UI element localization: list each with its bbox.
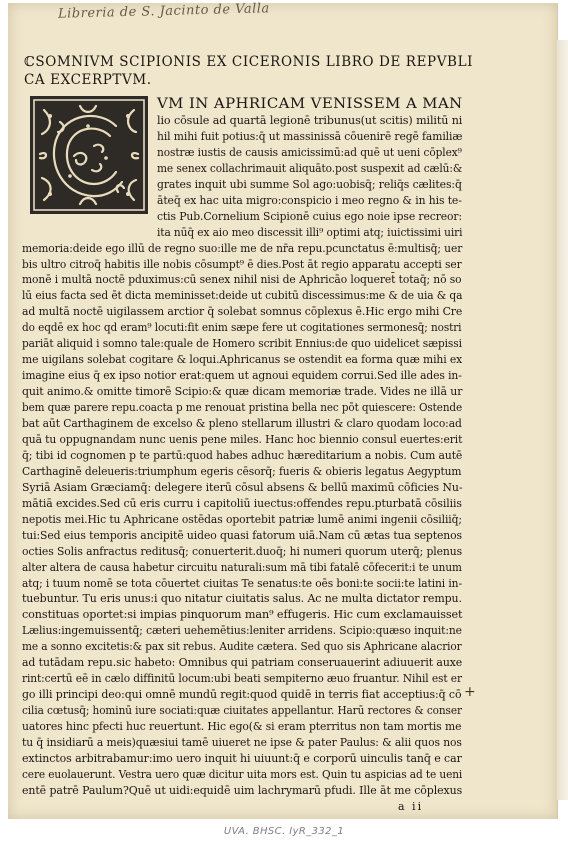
margin-mark: + (464, 684, 476, 700)
text-line: atq; i tuum nomē se tota cōuertet ciuitas Te senatus:te oēs boni:te socii:te latini in- (22, 576, 462, 590)
manuscript-annotation: Libreria de S. Jacinto de Valla (57, 1, 270, 22)
text-line: memoria:deide ego illū de regno suo:ille me de nr̄a repu.pcunctatus ē:multisq̄; uer (22, 241, 463, 255)
text-line: entē patrē Paulum?Quē ut uidi:equidē uim lachrymarū pfudi. Ille āt me cōplexus (22, 783, 463, 797)
text-line: Lælius:ingemuissentq̄; cæteri uehemētius:leniter arridens. Scipio:quæso inquit:ne (22, 624, 462, 638)
text-line: octies Solis anfractus reditusq̄; conuerterit.duoq̄; hi numeri quorum uterq̄; plenus (22, 544, 463, 558)
text-line: VM IN APHRICAM VENISSEM A MAN (157, 96, 463, 112)
chapter-title: ℂSOMNIVM SCIPIONIS EX CICERONIS LIBRO DE REPVBLI CA EXCERPTVM. (24, 54, 474, 88)
text-line: me senex collachrimauit aliquāto.post suspexit ad cælū:& (157, 161, 463, 175)
text-line: pariāt aliquid i somno tale:quale de Homero scribit Ennius:de quo uidelicet sæpissi (22, 337, 462, 351)
text-line: lio cōsule ad quartā legionē tribunus(ut scitis) militū ni (157, 113, 463, 127)
text-line: me uigilans solebat cogitare & loqui.Aphricanus se ostendit ea forma quæ mihi ex (22, 353, 463, 367)
text-line: quit animo.& omitte timorē Scipio:& quæ dicam memoriæ trade. Vides ne illā ur (22, 385, 463, 399)
text-line: rint:certū eē in cælo diffinitū locum:ubi beati sempiterno æuo fruantur. Nihil est er (22, 672, 462, 686)
text-line: hil mihi fuit potius:q̄ ut massinissā cōuenirē regē familiæ (157, 129, 463, 143)
text-line: ctis Pub.Cornelium Scipionē cuius ego noie ipse recreor: (157, 209, 463, 223)
text-line: āteq̄ ex hac uita migro:conspicio i meo regno & in his te- (157, 193, 462, 207)
text-line: uatores hinc pfecti huc reuertunt. Hic ego(& si eram pterritus non tam mortis me (22, 720, 462, 734)
text-line: alter altera de causa habetur circuitu naturali:sum mā tibi fatalē cōfecerit:i te unum (22, 560, 462, 574)
text-line: ad multā noctē uigilassem arctior q̄ solebat somnus cōplexus ē.Hic ergo mihi Cre (22, 305, 463, 319)
text-line: tuebuntur. Tu eris unus:i quo nitatur ciuitatis salus. Ac ne multa dictator rempu. (22, 592, 462, 606)
text-line: quā tu oppugnandam nunc uenis pene miles. Hanc hoc biennio consul euertes:erit (22, 432, 463, 446)
text-line: nepotis mei.Hic tu Aphricane ostēdas oportebit patriæ lumē animi ingenii cōsiliiq̄; (22, 512, 462, 526)
text-line: me a sonno excitetis:& pax sit rebus. Audite cætera. Sed quo sis Aphricane alacrior (22, 640, 462, 654)
text-line: cere euolauerunt. Vestra uero quæ dicitur uita mors est. Quin tu aspicias ad te ueni (22, 767, 463, 781)
text-line: lū eius facta sed ēt dicta meminisset:deide ut cubitū discessimus:me & de uia & qa (22, 289, 463, 303)
decorated-initial (30, 96, 148, 214)
text-line: Syriā Asiam Græciamq̄: delegere iterū cōsul absens & bellū maximū cōficies Nu- (22, 480, 463, 494)
page-edge (557, 40, 568, 800)
text-line: imagine eius q̄ ex ipso notior erat:quem ut agnoui equidem corrui.Sed ille ades in- (22, 369, 462, 383)
ornamental-initial-c-icon (30, 96, 148, 214)
text-line: tu q̄ insidiarū a meis)quæsiui tamē uiueret ne ipse & pater Paulus: & alii quos nos (22, 736, 462, 749)
text-line: bem quæ parere repu.coacta p me renouat pristina bella nec pōt quiescere: Ostende (22, 401, 463, 415)
text-line: extinctos arbitrabamur:imo uero inquit hi uiuunt:q̄ e corporū uinculis tanq̄ e car (22, 751, 462, 765)
text-line: q̄; tibi id cognomen p te partū:quod habes adhuc hæreditarium a nobis. Cum autē (22, 448, 463, 462)
text-line: bat aūt Carthaginem de excelso & pleno stellarum illustri & claro quodam loco:ad (22, 417, 462, 430)
text-line: ad tutādam repu.sic habeto: Omnibus qui patriam conseruauerint adiuuerit auxe (22, 656, 463, 670)
text-line: do eqdē ex hoc qd eram⁹ locuti:fit enim sæpe fere ut cogitationes sermonesq̄; nostri (22, 321, 462, 335)
text-line: Carthaginē deleueris:triumphum egeris cēsorq̄; fueris & obieris legatus Aegyptum (22, 464, 462, 478)
library-shelfmark: UVA. BHSC. IyR_332_1 (223, 826, 345, 837)
text-line: nostræ iustis de causis amicissimū:ad quē ut ueni cōplex⁹ (157, 145, 462, 159)
text-line: monē i multā noctē pduximus:cū senex nihil nisi de Aphricāo loqueret̄ totaq̄; nō so (22, 273, 462, 287)
text-line: go illi principi deo:qui omnē mundū regit:quod quidē in terris fiat acceptius:q̄ cō (22, 688, 462, 702)
text-line: grates inquit ubi summe Sol ago:uobisq̄; reliq̄s cælites:q̄ (157, 177, 462, 191)
signature-mark: a ii (398, 800, 424, 813)
text-line: mātiā excides.Sed cū eris curru i capitoliū iuectus:offendes repu.pturbatā cōsiliis (22, 496, 462, 510)
text-line: cilia cœtusq̄; hominū iure sociati:quæ ciuitates appellantur. Harū rectores & conser (22, 704, 462, 718)
text-line: ita nūq̄ ex aio meo discessit illi⁹ optimi atq; iuictissimi uiri (157, 225, 463, 239)
text-line: tui:Sed eius temporis ancipitē uideo quasi fatorum uiā.Nam cū ætas tua septenos (22, 528, 463, 542)
text-line: constituas oportet:si impias pinquorum man⁹ effugeris. Hic cum exclamauisset (22, 608, 463, 622)
text-line: bis ultro citroq̄ habitis ille nobis cōsumpt⁹ ē dies.Post āt regio apparatu accepti ser (22, 257, 462, 271)
